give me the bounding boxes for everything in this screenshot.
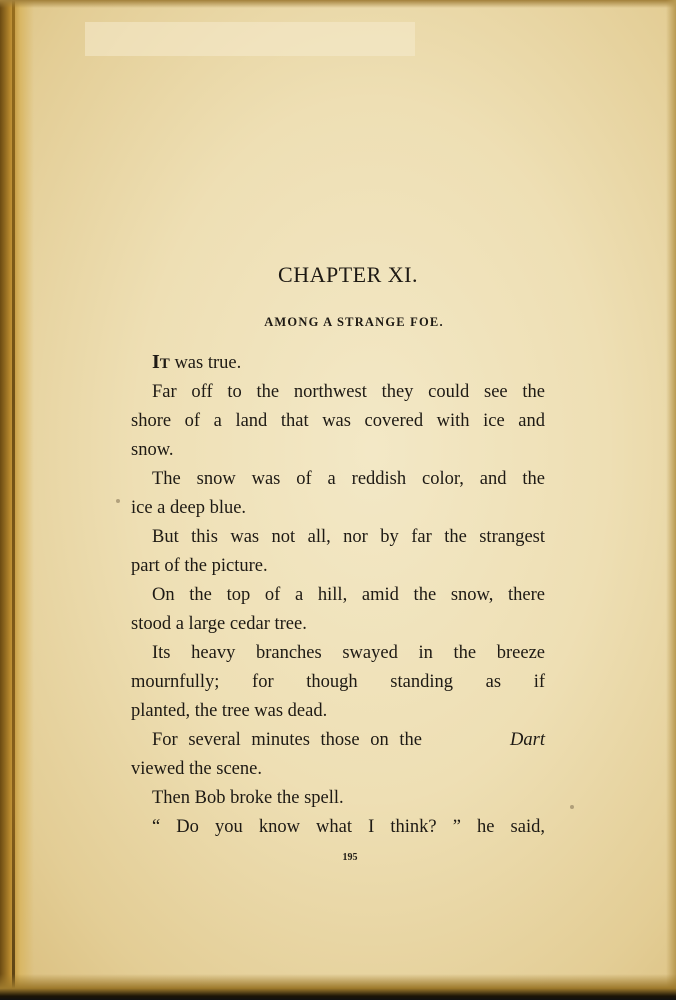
text-line: [152, 351, 545, 375]
binding-edge: [12, 0, 15, 1000]
text-line: Then Bob broke the spell.: [152, 788, 344, 808]
chapter-subtitle: AMONG A STRANGE FOE.: [264, 315, 444, 329]
text-line: shore of a land that was covered with ice and: [131, 411, 545, 431]
text-line: But this was not all, nor by far the strangest: [152, 527, 545, 547]
text-line: The snow was of a reddish color, and the: [152, 469, 545, 489]
initial-capital: I: [152, 351, 160, 373]
paper-speck: [116, 499, 120, 503]
paper-stain: [85, 22, 415, 56]
ship-name: Dart: [510, 730, 545, 750]
page-right-edge: [666, 0, 676, 1000]
text-line: Its heavy branches swayed in the breeze: [152, 643, 545, 663]
paper-speck: [570, 805, 574, 809]
text-fragment: For several minutes those on the: [152, 730, 422, 750]
page-top-edge: [0, 0, 676, 8]
text-line: snow.: [131, 440, 174, 460]
text-line: “ Do you know what I think? ” he said,: [152, 817, 545, 837]
text-line: stood a large cedar tree.: [131, 614, 307, 634]
text-line: viewed the scene.: [131, 759, 262, 779]
text-line: planted, the tree was dead.: [131, 701, 328, 721]
text-line: On the top of a hill, amid the snow, there: [152, 585, 545, 605]
chapter-title: CHAPTER XI.: [278, 262, 418, 287]
small-caps: T: [159, 356, 170, 372]
text-line: [152, 729, 545, 751]
page-bottom-edge: [0, 974, 676, 1000]
text-line: Far off to the northwest they could see the: [152, 382, 545, 402]
page-number: 195: [342, 852, 358, 863]
text-fragment: was true.: [169, 353, 242, 373]
text-line: mournfully; for though standing as if: [131, 672, 545, 692]
text-line: part of the picture.: [131, 556, 268, 576]
text-line: ice a deep blue.: [131, 498, 247, 518]
book-spine-shadow: [0, 0, 34, 1000]
